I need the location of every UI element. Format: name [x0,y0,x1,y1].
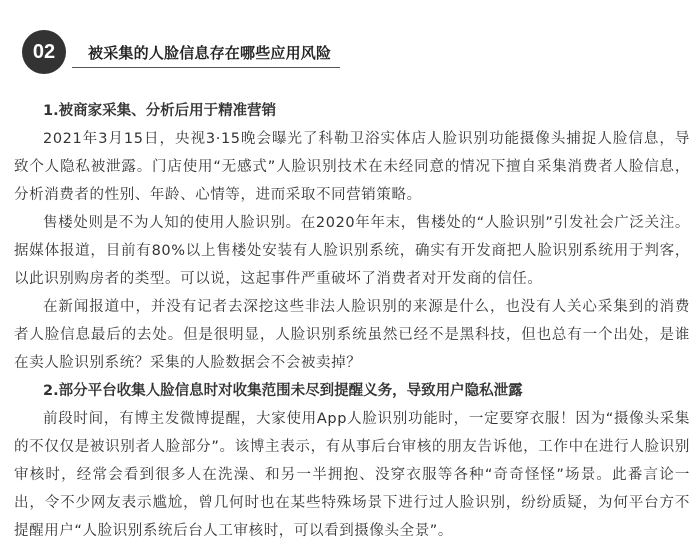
paragraph-2: 售楼处则是不为人知的使用人脸识别。在2020年年末，售楼处的“人脸识别”引发社会广泛关注。据媒体报道，目前有80%以上售楼处安装有人脸识别系统，确实有开发商把人脸识别系统用于判客，以此识别购房者的类型。可以说，这起事件严重破坏了消费者对开发商的信任。 [14,215,690,287]
paragraph-3: 在新闻报道中，并没有记者去深挖这些非法人脸识别的来源是什么，也没有人关心采集到的消费者人脸信息最后的去处。但是很明显，人脸识别系统虽然已经不是黑科技，但也总有一个出处，是谁在卖人脸识别系统？采集的人脸数据会不会被卖掉？ [14,299,690,371]
title-underline [72,67,340,68]
paragraph-1: 2021年3月15日，央视3·15晚会曝光了科勒卫浴实体店人脸识别功能摄像头捕捉人脸信息，导致个人隐私被泄露。门店使用“无感式”人脸识别技术在未经同意的情况下擅自采集消费者人脸信息，分析消费者的性别、年龄、心情等，进而采取不同营销策略。 [14,131,690,203]
section-header [22,30,342,74]
section-title: 被采集的人脸信息存在哪些应用风险 [88,44,332,62]
section-number-badge: 02 [22,30,66,74]
subheading-1: 1.被商家采集、分析后用于精准营销 [43,103,277,119]
paragraph-4: 前段时间，有博主发微博提醒，大家使用App人脸识别功能时，一定要穿衣服！因为“摄像头采集的不仅仅是被识别者人脸部分”。该博主表示，有从事后台审核的朋友告诉他，工作中在进行人脸识别审核时，经常会看到很多人在洗澡、和另一半拥抱、没穿衣服等各种“奇奇怪怪”场景。此番言论一出，令不少网友表示尴尬，曾几何时也在某些特殊场景下进行过人脸识别，纷纷质疑，为何平台方不提醒用户“人脸识别系统后台人工审核时，可以看到摄像头全景”。 [14,411,690,539]
article-body [14,97,690,545]
subheading-2: 2.部分平台收集人脸信息时对收集范围未尽到提醒义务，导致用户隐私泄露 [43,383,523,399]
